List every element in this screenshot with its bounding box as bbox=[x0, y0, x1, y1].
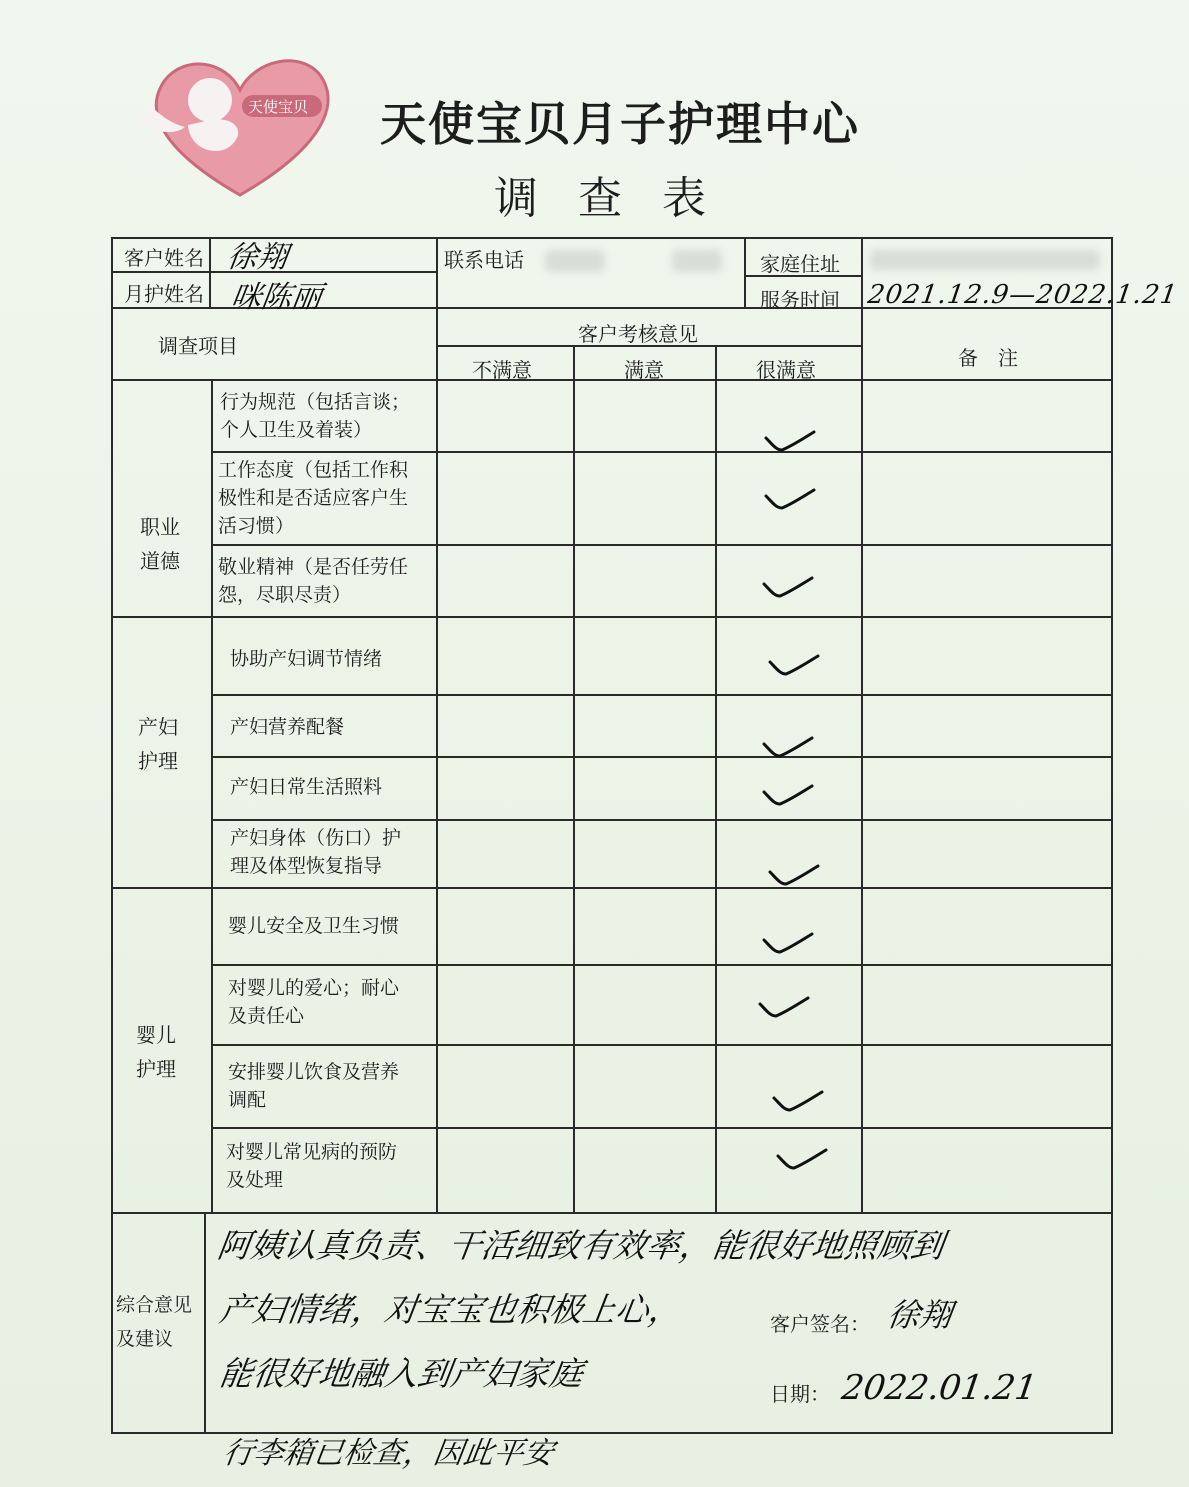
phone-redacted-2 bbox=[672, 250, 722, 272]
category-ethics-line2: 道德 bbox=[140, 549, 180, 573]
remarks-header: 备 注 bbox=[958, 346, 1018, 370]
phone-label: 联系电话 bbox=[444, 248, 524, 272]
category-mother-care bbox=[138, 710, 178, 778]
category-ethics-line1: 职业 bbox=[140, 515, 180, 539]
table-row-item: 协助产妇调节情绪 bbox=[230, 648, 383, 670]
comment-line-3: 能很好地融入到产妇家庭 bbox=[216, 1354, 586, 1393]
category-ethics bbox=[140, 510, 180, 578]
customer-name-label: 客户姓名 bbox=[124, 246, 204, 270]
col-satisfied: 满意 bbox=[624, 358, 664, 382]
service-time-value: 2021.12.9—2022.1.21 bbox=[865, 280, 1180, 310]
col-unsatisfied: 不满意 bbox=[472, 358, 532, 382]
signature-label: 客户签名： bbox=[770, 1312, 870, 1336]
summary-label-line2: 及建议 bbox=[116, 1328, 174, 1350]
check-mark-icon bbox=[768, 862, 820, 888]
customer-name-value: 徐翔 bbox=[225, 240, 290, 275]
signature-value: 徐翔 bbox=[885, 1296, 955, 1334]
table-row-item: 安排婴儿饮食及营养 调配 bbox=[228, 1061, 400, 1111]
phone-redacted bbox=[545, 250, 605, 272]
check-mark-icon bbox=[768, 652, 820, 678]
summary-label bbox=[116, 1288, 192, 1356]
table-row-item: 敬业精神（是否任劳任 怨，尽职尽责） bbox=[218, 556, 409, 606]
table-row-item: 对婴儿常见病的预防 及处理 bbox=[226, 1141, 398, 1191]
logo-text: 天使宝贝 bbox=[248, 99, 309, 116]
service-time-label: 服务时间 bbox=[760, 288, 840, 312]
form-title: 调查表 bbox=[494, 173, 746, 224]
items-header: 调查项目 bbox=[158, 334, 238, 358]
category-baby-line2: 护理 bbox=[136, 1057, 176, 1081]
date-value: 2022.01.21 bbox=[839, 1368, 1040, 1408]
table-row-item: 产妇身体（伤口）护 理及体型恢复指导 bbox=[230, 827, 402, 877]
nurse-name-value: 咪陈丽 bbox=[229, 280, 324, 315]
table-row-item: 产妇营养配餐 bbox=[230, 716, 345, 738]
date-label: 日期： bbox=[770, 1382, 830, 1406]
check-mark-icon bbox=[764, 486, 816, 512]
table-row-item: 工作态度（包括工作积 极性和是否适应客户生 活习惯） bbox=[218, 459, 409, 537]
check-mark-icon bbox=[762, 574, 814, 600]
col-very-satisfied: 很满意 bbox=[756, 358, 816, 382]
table-row-item: 对婴儿的爱心；耐心 及责任心 bbox=[228, 977, 400, 1027]
center-title: 天使宝贝月子护理中心 bbox=[380, 97, 860, 151]
check-mark-icon bbox=[762, 734, 814, 760]
check-mark-icon bbox=[772, 1088, 824, 1114]
address-label: 家庭住址 bbox=[760, 252, 840, 276]
table-row-item: 婴儿安全及卫生习惯 bbox=[228, 915, 400, 937]
category-mother-line2: 护理 bbox=[138, 749, 178, 773]
table-row-item: 行为规范（包括言谈； 个人卫生及着装） bbox=[220, 391, 411, 441]
table-row-item: 产妇日常生活照料 bbox=[230, 776, 383, 798]
category-mother-line1: 产妇 bbox=[138, 715, 178, 739]
category-baby-line1: 婴儿 bbox=[136, 1023, 176, 1047]
check-mark-icon bbox=[776, 1146, 828, 1172]
address-redacted bbox=[870, 250, 1100, 270]
check-mark-icon bbox=[762, 782, 814, 808]
check-mark-icon bbox=[764, 428, 816, 454]
comment-line-1: 阿姨认真负责、干活细致有效率，能很好地照顾到 bbox=[214, 1226, 947, 1265]
comment-line-2: 产妇情绪，对宝宝也积极上心， bbox=[216, 1290, 685, 1329]
comment-line-4: 行李箱已检查，因此平安 bbox=[221, 1436, 556, 1471]
check-mark-icon bbox=[758, 994, 810, 1020]
summary-label-line1: 综合意见 bbox=[116, 1294, 193, 1316]
nurse-name-label: 月护姓名 bbox=[124, 282, 204, 306]
category-baby-care bbox=[136, 1018, 176, 1086]
check-mark-icon bbox=[762, 930, 814, 956]
opinion-header: 客户考核意见 bbox=[578, 322, 698, 346]
